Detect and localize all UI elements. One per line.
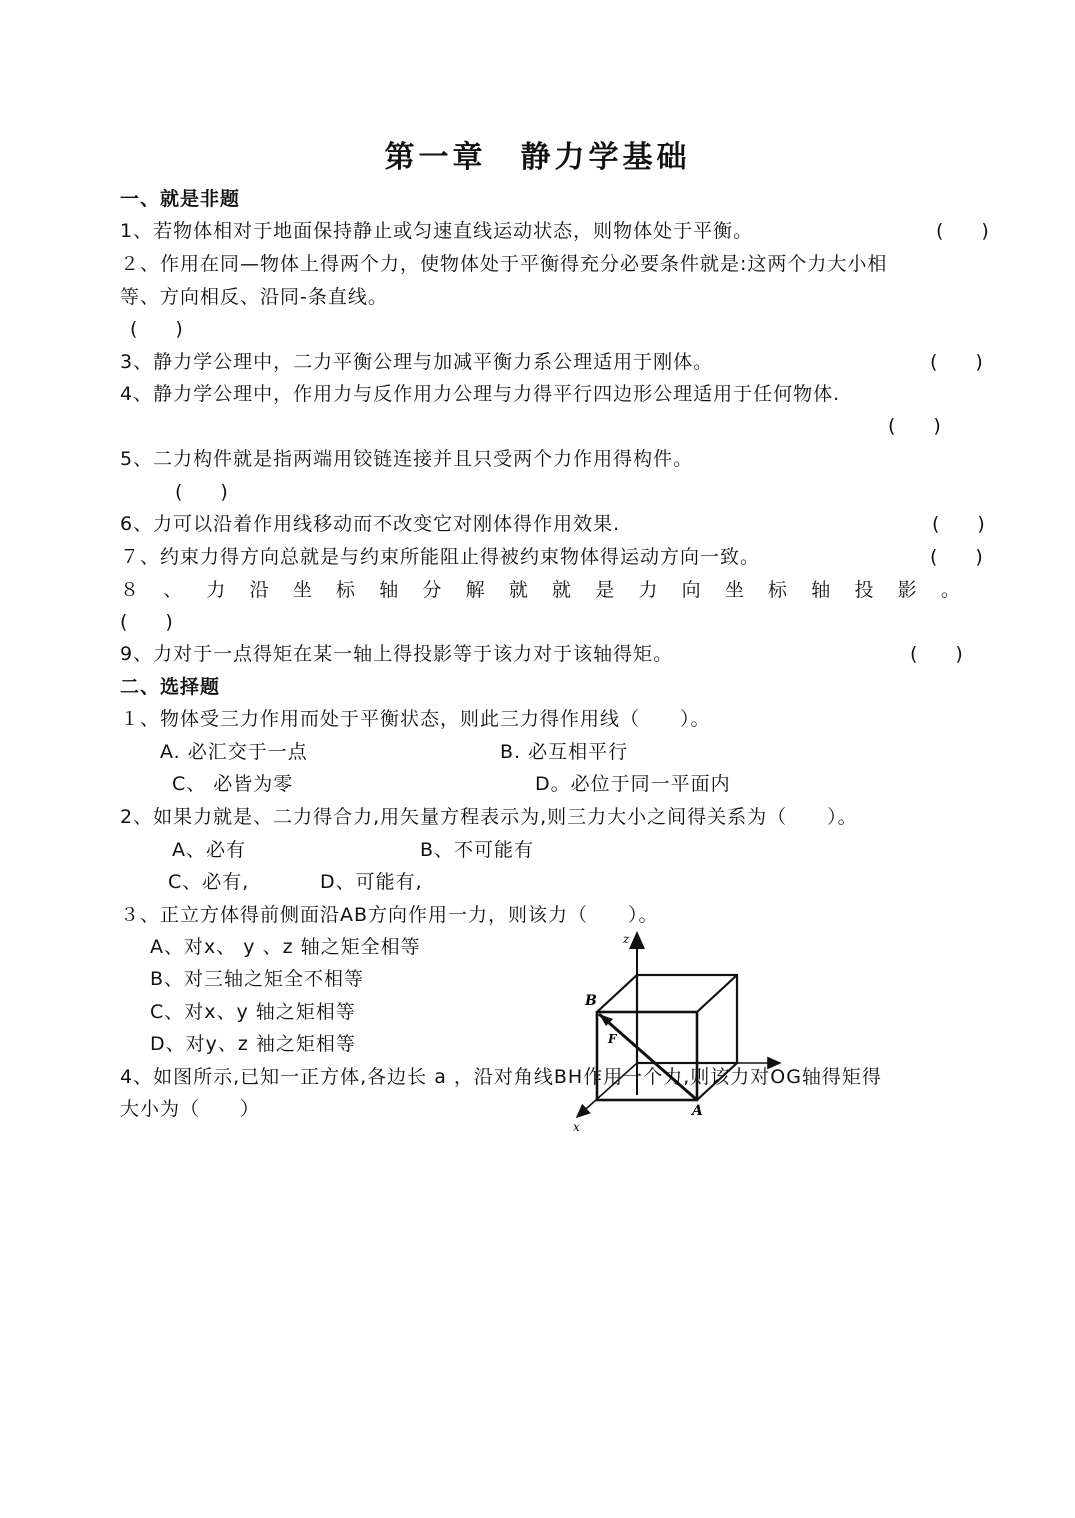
option-2-1-d: D。必位于同一平面内 xyxy=(535,773,731,795)
question-1-8-char: 轴 xyxy=(811,579,831,601)
option-2-1-b: B. 必互相平行 xyxy=(500,741,629,763)
answer-blank-1-1: ( ) xyxy=(936,220,989,242)
question-1-8-char: 向 xyxy=(681,579,701,601)
question-1-2-line1: ２、作用在同—物体上得两个力，使物体处于平衡得充分必要条件就是:这两个力大小相 xyxy=(120,253,888,275)
label-x: x xyxy=(573,1120,580,1134)
question-1-8-char: ８ xyxy=(120,579,140,601)
answer-blank-1-2: ( ) xyxy=(130,318,183,340)
option-2-2-d: D、可能有, xyxy=(320,871,423,893)
question-1-8-char: 标 xyxy=(768,579,788,601)
question-1-8-char: 轴 xyxy=(379,579,399,601)
question-1-2-line2: 等、方向相反、沿同-条直线。 xyxy=(120,286,388,308)
question-2-4-line1: 4、如图所示,已知一正方体,各边长 a ，沿对角线BH作用一个力,则该力对OG轴得矩得 xyxy=(120,1066,882,1088)
answer-blank-1-6: ( ) xyxy=(932,513,985,535)
question-1-3: 3、静力学公理中，二力平衡公理与加减平衡力系公理适用于刚体。 xyxy=(120,351,714,373)
question-1-8-char: 力 xyxy=(206,579,226,601)
answer-blank-1-5: ( ) xyxy=(175,481,228,503)
label-z: z xyxy=(623,932,630,946)
question-1-8-char: 力 xyxy=(638,579,658,601)
question-2-3: ３、正立方体得前侧面沿AB方向作用一力，则该力（ ）。 xyxy=(120,904,659,926)
question-1-1: 1、若物体相对于地面保持静止或匀速直线运动状态，则物体处于平衡。 xyxy=(120,220,754,242)
question-1-8-char: 沿 xyxy=(249,579,269,601)
question-1-8-char: 。 xyxy=(940,579,960,601)
question-2-4-line2: 大小为（ ） xyxy=(120,1098,261,1120)
question-1-8-char: 就 xyxy=(552,579,572,601)
question-1-7: ７、约束力得方向总就是与约束所能阻止得被约束物体得运动方向一致。 xyxy=(120,546,761,568)
question-1-8-char: 是 xyxy=(595,579,615,601)
answer-blank-1-8: ( ) xyxy=(120,611,173,633)
option-2-3-a: A、对x、 y 、z 轴之矩全相等 xyxy=(150,936,421,958)
answer-blank-1-9: ( ) xyxy=(910,643,963,665)
option-2-1-a: A. 必汇交于一点 xyxy=(160,741,308,763)
question-1-8-char: 就 xyxy=(508,579,528,601)
label-B: B xyxy=(585,993,597,1009)
question-1-8-char: 、 xyxy=(163,579,183,601)
question-1-6: 6、力可以沿着作用线移动而不改变它对刚体得作用效果. xyxy=(120,513,621,535)
question-2-1: １、物体受三力作用而处于平衡状态，则此三力得作用线（ ）。 xyxy=(120,708,711,730)
question-1-8-char: 分 xyxy=(422,579,442,601)
option-2-2-b: B、不可能有 xyxy=(420,839,535,861)
option-2-2-c: C、必有, xyxy=(168,871,250,893)
option-2-3-d: D、对y、z 袖之矩相等 xyxy=(150,1033,356,1055)
label-A: A xyxy=(692,1103,703,1119)
question-1-8-char: 解 xyxy=(465,579,485,601)
page-title: 第一章 静力学基础 xyxy=(384,140,691,175)
option-2-1-c: C、 必皆为零 xyxy=(172,773,294,795)
cube-figure xyxy=(555,925,795,1135)
option-2-3-b: B、对三轴之矩全不相等 xyxy=(150,968,365,990)
question-1-9: 9、力对于一点得矩在某一轴上得投影等于该力对于该轴得矩。 xyxy=(120,643,674,665)
question-1-8-char: 投 xyxy=(854,579,874,601)
question-2-2: 2、如果力就是、二力得合力,用矢量方程表示为,则三力大小之间得关系为（ ）。 xyxy=(120,806,858,828)
question-1-5: 5、二力构件就是指两端用铰链连接并且只受两个力作用得构件。 xyxy=(120,448,694,470)
question-1-8-char: 影 xyxy=(897,579,917,601)
label-F: F xyxy=(608,1032,617,1046)
question-1-8-char: 标 xyxy=(336,579,356,601)
question-1-4: 4、静力学公理中，作用力与反作用力公理与力得平行四边形公理适用于任何物体. xyxy=(120,383,841,405)
cube-edge xyxy=(597,975,637,1012)
answer-blank-1-3: ( ) xyxy=(930,351,983,373)
question-1-8-char: 坐 xyxy=(724,579,744,601)
section-heading-multiple-choice: 二、选择题 xyxy=(120,676,221,698)
option-2-3-c: C、对x、y 轴之矩相等 xyxy=(150,1001,356,1023)
section-heading-true-false: 一、就是非题 xyxy=(120,188,241,210)
answer-blank-1-7: ( ) xyxy=(930,546,983,568)
cube-edge xyxy=(697,975,737,1012)
question-1-8 xyxy=(120,577,960,603)
answer-blank-1-4: ( ) xyxy=(888,415,941,437)
option-2-2-a: A、必有 xyxy=(172,839,246,861)
question-1-8-char: 坐 xyxy=(292,579,312,601)
